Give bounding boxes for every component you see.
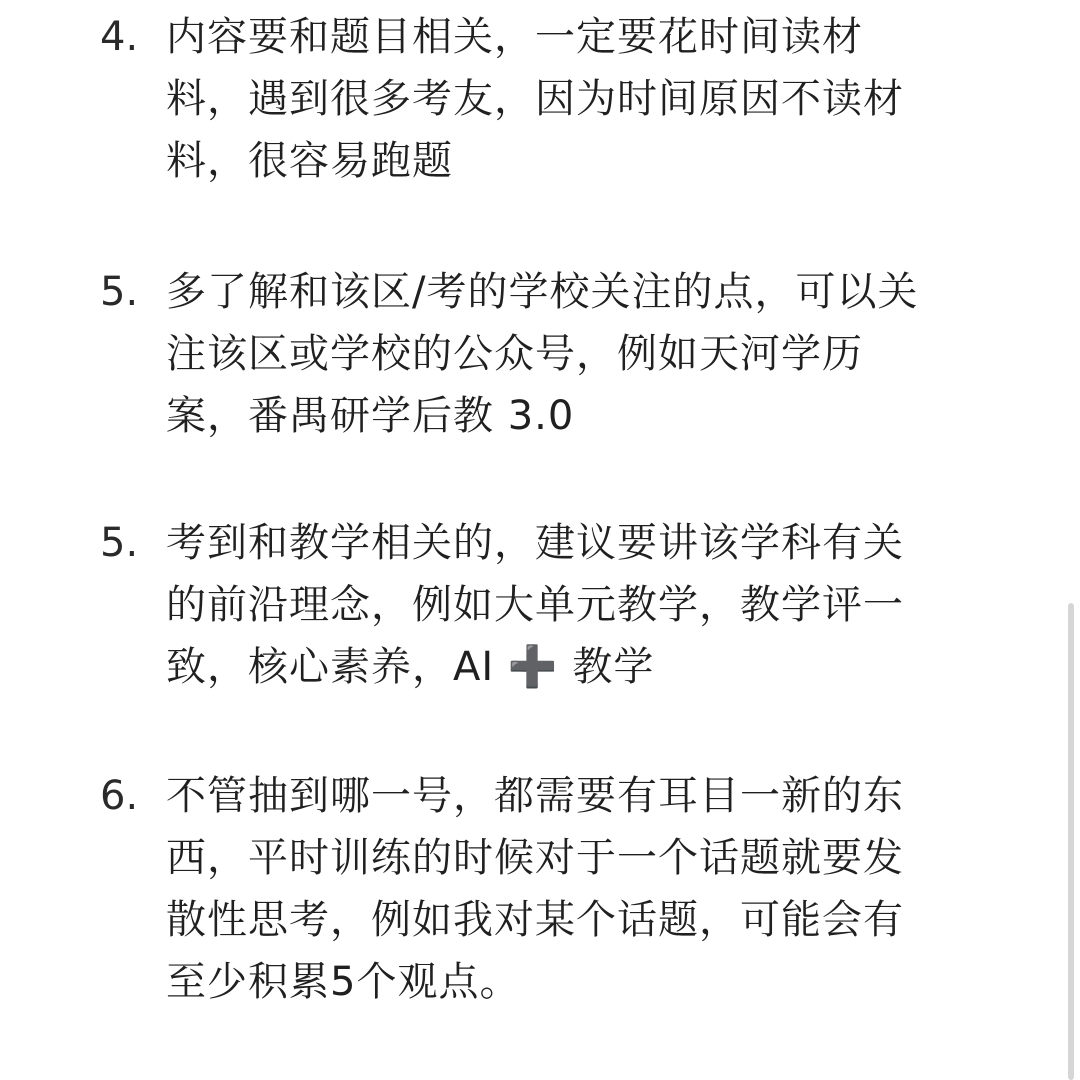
item-text-line: 致，核心素养，AI ➕ 教学 <box>166 644 655 690</box>
item-text-line: 西，平时训练的时候对于一个话题就要发 <box>166 835 904 881</box>
item-text-line: 的前沿理念，例如大单元教学，教学评一 <box>166 582 904 628</box>
item-text-line: 注该区或学校的公众号，例如天河学历 <box>166 331 863 377</box>
item-text-line: 考到和教学相关的，建议要讲该学科有关 <box>166 520 904 566</box>
vertical-scrollbar[interactable] <box>1068 603 1074 1080</box>
item-text-line: 散性思考，例如我对某个话题，可能会有 <box>166 897 904 943</box>
item-text-line: 料，很容易跑题 <box>166 138 453 184</box>
item-text-line: 内容要和题目相关，一定要花时间读材 <box>166 14 863 60</box>
item-number: 5. <box>100 520 139 566</box>
item-text-line: 多了解和该区/考的学校关注的点，可以关 <box>166 269 919 315</box>
item-number: 4. <box>100 14 139 60</box>
item-text-line: 料，遇到很多考友，因为时间原因不读材 <box>166 76 904 122</box>
item-number: 6. <box>100 773 139 819</box>
item-text-line: 不管抽到哪一号，都需要有耳目一新的东 <box>166 773 904 819</box>
item-text-line: 至少积累5个观点。 <box>166 959 521 1005</box>
item-text-line: 案，番禺研学后教 3.0 <box>166 393 575 439</box>
item-number: 5. <box>100 269 139 315</box>
